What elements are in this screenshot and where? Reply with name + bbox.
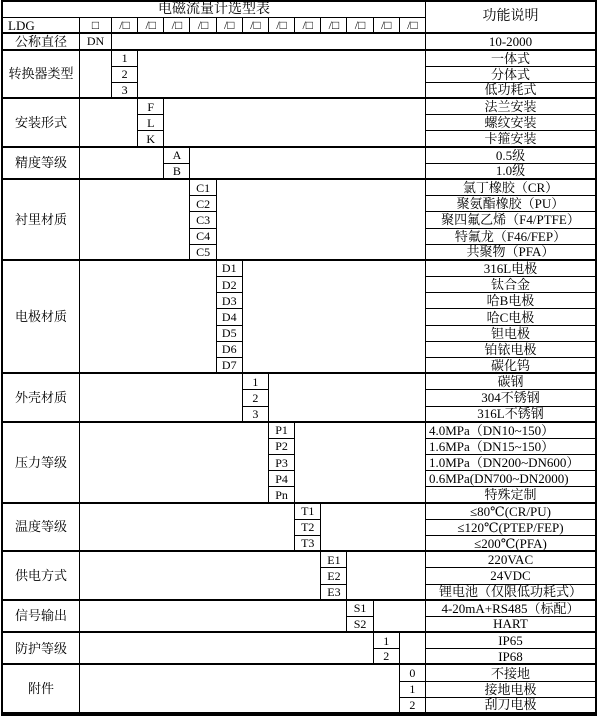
filler-right [295,423,426,504]
desc-cell: 螺纹安装 [426,115,595,131]
desc-cell: 卡箍安装 [426,131,595,147]
code-slot-first: □ [80,18,112,34]
code-cell: P4 [269,471,295,487]
desc-cell: 316L不锈钢 [426,407,595,423]
code-slot: /□ [269,18,295,34]
code-slot: /□ [374,18,400,34]
filler-right [400,633,426,665]
group-label: 压力等级 [3,423,80,504]
group-label: 附件 [3,665,80,714]
filler-right [190,148,426,180]
desc-cell: 分体式 [426,67,595,83]
desc-cell: ≤80℃(CR/PU) [426,504,595,520]
filler-right [347,552,426,601]
desc-cell: 碳化钨 [426,358,595,374]
group-label: 转换器类型 [3,51,80,100]
desc-cell: IP65 [426,633,595,649]
code-cell: 1 [400,682,426,698]
code-cell: C5 [190,245,216,261]
group-label: 供电方式 [3,552,80,601]
code-cell: L [138,115,164,131]
desc-cell: 不接地 [426,665,595,681]
group-label: 精度等级 [3,148,80,180]
desc-cell: 哈C电极 [426,309,595,325]
table-title: 电磁流量计选型表 [3,2,426,18]
code-slot: /□ [347,18,373,34]
code-cell: 2 [243,390,269,406]
filler-right [164,99,426,148]
code-cell: DN [80,34,112,50]
code-cell: D6 [217,342,243,358]
group-label: 外壳材质 [3,374,80,423]
code-slot: /□ [164,18,190,34]
desc-cell: 0.5级 [426,148,595,164]
code-cell: E3 [321,585,347,601]
filler-right [112,34,426,50]
code-cell: P2 [269,439,295,455]
code-cell: C4 [190,229,216,245]
desc-cell: 1.6MPa（DN15~150） [426,439,595,455]
group-label: 温度等级 [3,504,80,553]
code-cell: P1 [269,423,295,439]
desc-cell: 10-2000 [426,34,595,50]
code-cell: A [164,148,190,164]
filler-left [80,374,243,423]
code-cell: B [164,164,190,180]
filler-left [80,665,400,714]
desc-cell: IP68 [426,649,595,665]
code-slot: /□ [321,18,347,34]
code-cell: S1 [347,601,373,617]
desc-cell: 4-20mA+RS485（标配） [426,601,595,617]
group-label: 信号输出 [3,601,80,633]
code-slot: /□ [295,18,321,34]
code-cell: D3 [217,293,243,309]
filler-left [80,148,164,180]
desc-cell: 氯丁橡胶（CR） [426,180,595,196]
code-slot: /□ [400,18,426,34]
code-cell: P3 [269,455,295,471]
code-slot: /□ [112,18,138,34]
code-cell: E2 [321,568,347,584]
group-label: 安装形式 [3,99,80,148]
desc-cell: 碳钢 [426,374,595,390]
desc-cell: 刮刀电极 [426,698,595,714]
code-cell: D2 [217,277,243,293]
group-label: 防护等级 [3,633,80,665]
code-cell: 3 [112,83,138,99]
filler-right [269,374,426,423]
filler-left [80,261,217,374]
code-cell: D5 [217,326,243,342]
group-label: 公称直径 [3,34,80,50]
code-cell: 1 [374,633,400,649]
desc-cell: 1.0级 [426,164,595,180]
desc-cell: 一体式 [426,51,595,67]
filler-left [80,633,374,665]
filler-left [80,552,321,601]
filler-right [321,504,426,553]
desc-cell: 4.0MPa（DN10~150） [426,423,595,439]
desc-cell: 聚氨酯橡胶（PU） [426,196,595,212]
code-cell: F [138,99,164,115]
code-cell: T1 [295,504,321,520]
code-slot: /□ [243,18,269,34]
desc-cell: 锂电池（仅限低功耗式） [426,585,595,601]
function-description-header: 功能说明 [426,2,595,34]
code-cell: 0 [400,665,426,681]
desc-cell: 共聚物（PFA） [426,245,595,261]
code-cell: Pn [269,487,295,503]
desc-cell: 特殊定制 [426,487,595,503]
code-cell: 1 [243,374,269,390]
filler-left [80,99,138,148]
filler-right [243,261,426,374]
code-cell: T2 [295,520,321,536]
desc-cell: 低功耗式 [426,83,595,99]
desc-cell: 接地电极 [426,682,595,698]
flowmeter-selection-table [1,0,597,716]
code-cell: D1 [217,261,243,277]
desc-cell: ≤200℃(PFA) [426,536,595,552]
code-cell: C3 [190,212,216,228]
desc-cell: 铂铱电极 [426,342,595,358]
filler-left [80,51,112,100]
code-slot: /□ [217,18,243,34]
code-cell: S2 [347,617,373,633]
desc-cell: 聚四氟乙烯（F4/PTFE） [426,212,595,228]
group-label: 衬里材质 [3,180,80,261]
code-cell: E1 [321,552,347,568]
code-cell: 2 [112,67,138,83]
desc-cell: 钽电极 [426,326,595,342]
filler-left [80,423,269,504]
desc-cell: 0.6MPa(DN700~DN2000) [426,471,595,487]
desc-cell: ≤120℃(PTEP/FEP) [426,520,595,536]
code-cell: K [138,131,164,147]
desc-cell: 钛合金 [426,277,595,293]
desc-cell: 24VDC [426,568,595,584]
code-cell: T3 [295,536,321,552]
desc-cell: HART [426,617,595,633]
code-cell: C1 [190,180,216,196]
code-cell: 1 [112,51,138,67]
code-cell: C2 [190,196,216,212]
filler-right [138,51,426,100]
code-cell: D7 [217,358,243,374]
filler-right [217,180,426,261]
code-cell: D4 [217,309,243,325]
filler-left [80,504,295,553]
desc-cell: 法兰安装 [426,99,595,115]
code-slot: /□ [190,18,216,34]
code-cell: 2 [374,649,400,665]
filler-right [374,601,426,633]
code-cell: 3 [243,407,269,423]
filler-left [80,601,347,633]
desc-cell: 220VAC [426,552,595,568]
filler-left [80,180,190,261]
group-label: 电极材质 [3,261,80,374]
desc-cell: 316L电极 [426,261,595,277]
code-slot: /□ [138,18,164,34]
desc-cell: 304不锈钢 [426,390,595,406]
desc-cell: 特氟龙（F46/FEP） [426,229,595,245]
desc-cell: 1.0MPa（DN200~DN600） [426,455,595,471]
code-cell: 2 [400,698,426,714]
model-prefix-cell: LDG [3,18,80,34]
desc-cell: 哈B电极 [426,293,595,309]
